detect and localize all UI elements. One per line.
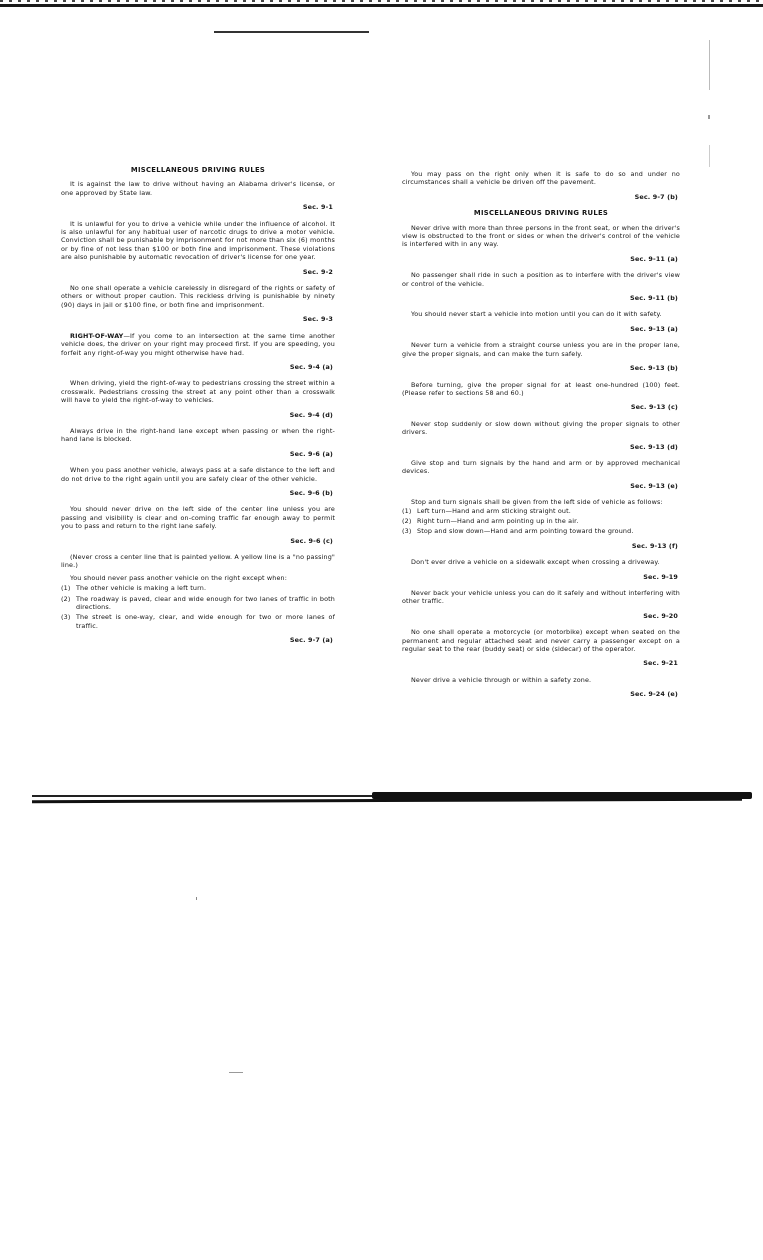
scan-mark	[709, 40, 710, 90]
header-rule	[214, 31, 369, 33]
section-reference: Sec. 9-4 (d)	[289, 410, 333, 419]
paragraph: Give stop and turn signals by the hand and arm or by approved mechanical devices.	[402, 458, 680, 476]
top-border-rule	[0, 4, 763, 7]
section-reference: Sec. 9-1	[302, 203, 333, 212]
section-reference: Sec. 9-24 (e)	[630, 690, 678, 699]
section-heading: MISCELLANEOUS DRIVING RULES	[130, 166, 266, 174]
section-reference: Sec. 9-2	[302, 267, 333, 276]
list-number: (3)	[61, 613, 71, 622]
section-reference: Sec. 9-3	[302, 315, 333, 324]
scan-mark	[229, 1072, 243, 1073]
section-reference: Sec. 9-13 (c)	[630, 403, 678, 412]
list-item	[61, 584, 335, 592]
list-item	[402, 507, 680, 515]
left-column	[61, 166, 335, 653]
section-reference: Sec. 9-21	[643, 659, 678, 668]
list-text: The other vehicle is making a left turn.	[76, 584, 207, 593]
section-reference: Sec. 9-13 (d)	[630, 442, 678, 451]
list-number: (3)	[402, 527, 412, 536]
section-reference: Sec. 9-11 (b)	[630, 294, 678, 303]
paragraph: You should never pass another vehicle on the right except when:	[70, 573, 288, 582]
right-column	[402, 170, 680, 707]
paragraph: It is against the law to drive without having an Alabama driver's license, or one approved by State law.	[61, 180, 335, 197]
numbered-list	[402, 507, 680, 536]
paragraph: Before turning, give the proper signal for at least one-hundred (100) feet. (Please refer to sections 58 and 60.)	[402, 380, 680, 397]
section-reference: Sec. 9-7 (a)	[289, 636, 333, 645]
paragraph: When driving, yield the right-of-way to pedestrians crossing the street within a crosswalk. Pedestrians crossing the street at any point other than a crosswalk will have to yield the right-of-way to vehicles.	[61, 379, 335, 405]
list-text: Right turn—Hand and arm pointing up in the air.	[417, 516, 579, 525]
paragraph: You may pass on the right only when it is safe to do so and under no circumstances shall a vehicle be driven off the pavement.	[402, 170, 680, 187]
paragraph: It is unlawful for you to drive a vehicle while under the influence of alcohol. It is also unlawful for any habitual user of narcotic drugs to drive a motor vehicle. Conviction shall be punishable by imprisonment for not more than six (6) months or by fine of not less than $100 or both fine and imprisonment. These violations are also punishable by automatic revocation of driver's license for one year.	[61, 219, 335, 262]
list-item	[402, 517, 680, 525]
paragraph: No one shall operate a vehicle carelessly in disregard of the rights or safety of others or without proper caution. This reckless driving is punishable by ninety (90) days in jail or $100 fine, or both fine and imprisonment.	[61, 284, 335, 309]
section-reference: Sec. 9-6 (b)	[289, 488, 333, 497]
right-of-way-lead: RIGHT-OF-WAY	[70, 331, 124, 340]
paragraph: Don't ever drive a vehicle on a sidewalk except when crossing a driveway.	[411, 558, 660, 567]
paragraph-text: —If you come to an intersection at the same time another vehicle does, the driver on your right may proceed first. If you are speeding, you forfeit any right-of-way you might otherwise have had.	[61, 331, 335, 357]
list-item	[61, 595, 335, 612]
list-number: (2)	[402, 516, 412, 525]
list-text: The roadway is paved, clear and wide enough for two lanes of traffic in both directions.	[76, 594, 335, 612]
list-number: (1)	[61, 584, 71, 593]
scan-mark	[709, 145, 710, 167]
paragraph: You should never drive on the left side of the center line unless you are passing and visibility is clear and on-coming traffic far enough away to permit you to pass and return to the right lane safely.	[61, 505, 335, 531]
section-reference: Sec. 9-19	[643, 572, 678, 581]
section-reference: Sec. 9-11 (a)	[630, 254, 678, 263]
paragraph: You should never start a vehicle into motion until you can do it with safety.	[411, 310, 662, 319]
list-text: Stop and slow down—Hand and arm pointing toward the ground.	[417, 527, 634, 536]
paragraph: When you pass another vehicle, always pass at a safe distance to the left and do not drive to the right again until you are safely clear of the other vehicle.	[61, 466, 335, 483]
section-reference: Sec. 9-7 (b)	[634, 192, 678, 201]
paragraph: Never back your vehicle unless you can do it safely and without interfering with other traffic.	[402, 589, 680, 606]
paragraph: Always drive in the right-hand lane except when passing or when the right-hand lane is blocked.	[61, 426, 335, 444]
paragraph: Never stop suddenly or slow down without giving the proper signals to other drivers.	[402, 419, 680, 437]
numbered-list	[61, 584, 335, 630]
paragraph: Stop and turn signals shall be given from the left side of vehicle as follows:	[411, 498, 663, 507]
list-number: (2)	[61, 594, 71, 603]
paragraph: Never drive with more than three persons in the front seat, or when the driver's view is obstructed to the front or sides or when the driver's control of the vehicle is interfered with in any way.	[402, 223, 680, 249]
section-reference: Sec. 9-4 (a)	[289, 362, 333, 371]
section-reference: Sec. 9-13 (f)	[631, 541, 678, 550]
section-reference: Sec. 9-13 (a)	[630, 324, 678, 333]
paragraph: No one shall operate a motorcycle (or motorbike) except when seated on the permanent and regular attached seat and never carry a passenger except on a regular seat to the rear (buddy seat) or side (sidecar) of the operator.	[402, 628, 680, 654]
list-item	[61, 613, 335, 630]
list-item	[402, 527, 680, 535]
section-reference: Sec. 9-13 (e)	[630, 481, 678, 490]
rule-line	[372, 792, 752, 799]
paragraph: No passenger shall ride in such a position as to interfere with the driver's view or control of the vehicle.	[402, 271, 680, 288]
section-reference: Sec. 9-13 (b)	[630, 364, 678, 373]
paragraph	[61, 332, 335, 357]
section-reference: Sec. 9-6 (a)	[289, 449, 333, 458]
section-heading: MISCELLANEOUS DRIVING RULES	[473, 209, 609, 218]
section-reference: Sec. 9-20	[643, 611, 678, 620]
page-divider-rule	[32, 792, 763, 805]
list-text: The street is one-way, clear, and wide enough for two or more lanes of traffic.	[76, 613, 335, 630]
paragraph: Never drive a vehicle through or within a safety zone.	[411, 675, 592, 684]
list-text: Left turn—Hand and arm sticking straight out.	[417, 506, 571, 515]
scan-mark	[708, 115, 710, 119]
list-number: (1)	[402, 506, 412, 515]
section-reference: Sec. 9-6 (c)	[290, 536, 333, 545]
paragraph: Never turn a vehicle from a straight course unless you are in the proper lane, give the proper signals, and can make the turn safely.	[402, 341, 680, 358]
scan-mark	[196, 897, 197, 900]
paragraph: (Never cross a center line that is painted yellow. A yellow line is a "no passing" line.)	[61, 553, 335, 570]
